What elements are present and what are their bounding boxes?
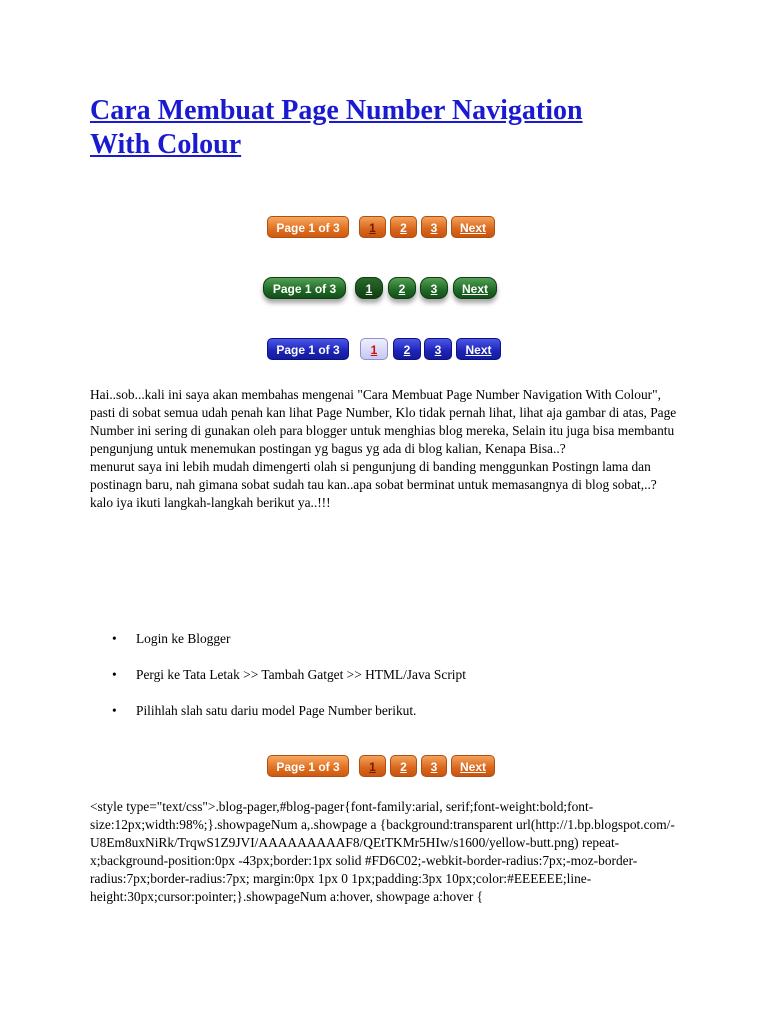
css-code: <style type="text/css">.blog-pager,#blog-pager{font-family:arial, serif;font-weight:bold;font-size:12px;width:98%;}.showpageNum a,.showpage a {background:transparent url(http://1.bp.blogspot.com/-U8Em8uxNiRk/TrqwS1Z9JVI/AAAAAAAAAF8/QEtTKMr5HIw/s1600/yellow-butt.png) repeat-x;background-position:0px -43px;border:1px solid #FD6C02;-webkit-border-radius:7px;-moz-border-radius:7px;border-radius:7px; margin:0px 1px 0 1px;padding:3px 10px;color:#EEEEEE;line-height:30px;cursor:pointer;}.showpageNum a:hover, showpage a:hover { bbox=[90, 799, 675, 904]
page-3-button[interactable]: 3 bbox=[421, 216, 447, 238]
next-button[interactable]: Next bbox=[453, 277, 497, 299]
pager-label: Page 1 of 3 bbox=[267, 216, 349, 238]
bullet-icon: • bbox=[112, 631, 117, 646]
title-line-2[interactable]: With Colour bbox=[90, 129, 242, 160]
step-text: Pergi ke Tata Letak >> Tambah Gatget >> HTML/Java Script bbox=[136, 667, 466, 682]
pager-label: Page 1 of 3 bbox=[263, 277, 346, 299]
page-1-button[interactable]: 1 bbox=[359, 216, 386, 238]
next-button[interactable]: Next bbox=[451, 755, 495, 777]
paragraph-3: kalo iya ikuti langkah-langkah berikut ya..!!! bbox=[90, 495, 331, 510]
page-3-button[interactable]: 3 bbox=[424, 338, 452, 360]
page-2-button[interactable]: 2 bbox=[390, 755, 417, 777]
list-item bbox=[90, 630, 690, 666]
next-button[interactable]: Next bbox=[451, 216, 495, 238]
title-line-1[interactable]: Cara Membuat Page Number Navigation bbox=[90, 95, 583, 126]
page-2-button[interactable]: 2 bbox=[393, 338, 421, 360]
paragraph-1: Hai..sob...kali ini saya akan membahas mengenai "Cara Membuat Page Number Navigation With Colour", pasti di sobat semua udah penah kan lihat Page Number, Klo tidak pernah lihat, lihat aja gambar di atas, Page Number ini sering di gunakan oleh para blogger untuk menghias blog mereka, Selain itu juga bisa membantu pengunjung untuk menemukan postingan yg bagus yg ada di blog kalian, Kenapa Bisa..? bbox=[90, 387, 677, 456]
next-button[interactable]: Next bbox=[456, 338, 501, 360]
page-2-button[interactable]: 2 bbox=[390, 216, 417, 238]
pager-label: Page 1 of 3 bbox=[267, 755, 349, 777]
pager-blue bbox=[0, 338, 768, 368]
pager-orange bbox=[0, 216, 768, 246]
pager-green bbox=[0, 277, 768, 307]
steps-list bbox=[90, 630, 690, 738]
pager-orange-sample bbox=[0, 755, 768, 785]
intro-text bbox=[90, 386, 680, 512]
list-item bbox=[90, 702, 690, 738]
pager-label: Page 1 of 3 bbox=[267, 338, 349, 360]
paragraph-2: menurut saya ini lebih mudah dimengerti olah si pengunjung di banding menggunkan Postingn lama dan postinagn baru, nah gimana sobat sudah tau kan..apa sobat berminat untuk memasangnya di blog sobat,..? bbox=[90, 459, 657, 492]
page-2-button[interactable]: 2 bbox=[388, 277, 416, 299]
step-text: Login ke Blogger bbox=[136, 631, 231, 646]
step-text: Pilihlah slah satu dariu model Page Number berikut. bbox=[136, 703, 417, 718]
page-3-button[interactable]: 3 bbox=[421, 755, 447, 777]
page-1-button[interactable]: 1 bbox=[359, 755, 386, 777]
page-1-button[interactable]: 1 bbox=[355, 277, 383, 299]
bullet-icon: • bbox=[112, 703, 117, 718]
page-3-button[interactable]: 3 bbox=[420, 277, 448, 299]
page-title[interactable] bbox=[90, 94, 690, 162]
list-item bbox=[90, 666, 690, 702]
page-1-button[interactable]: 1 bbox=[360, 338, 388, 360]
bullet-icon: • bbox=[112, 667, 117, 682]
